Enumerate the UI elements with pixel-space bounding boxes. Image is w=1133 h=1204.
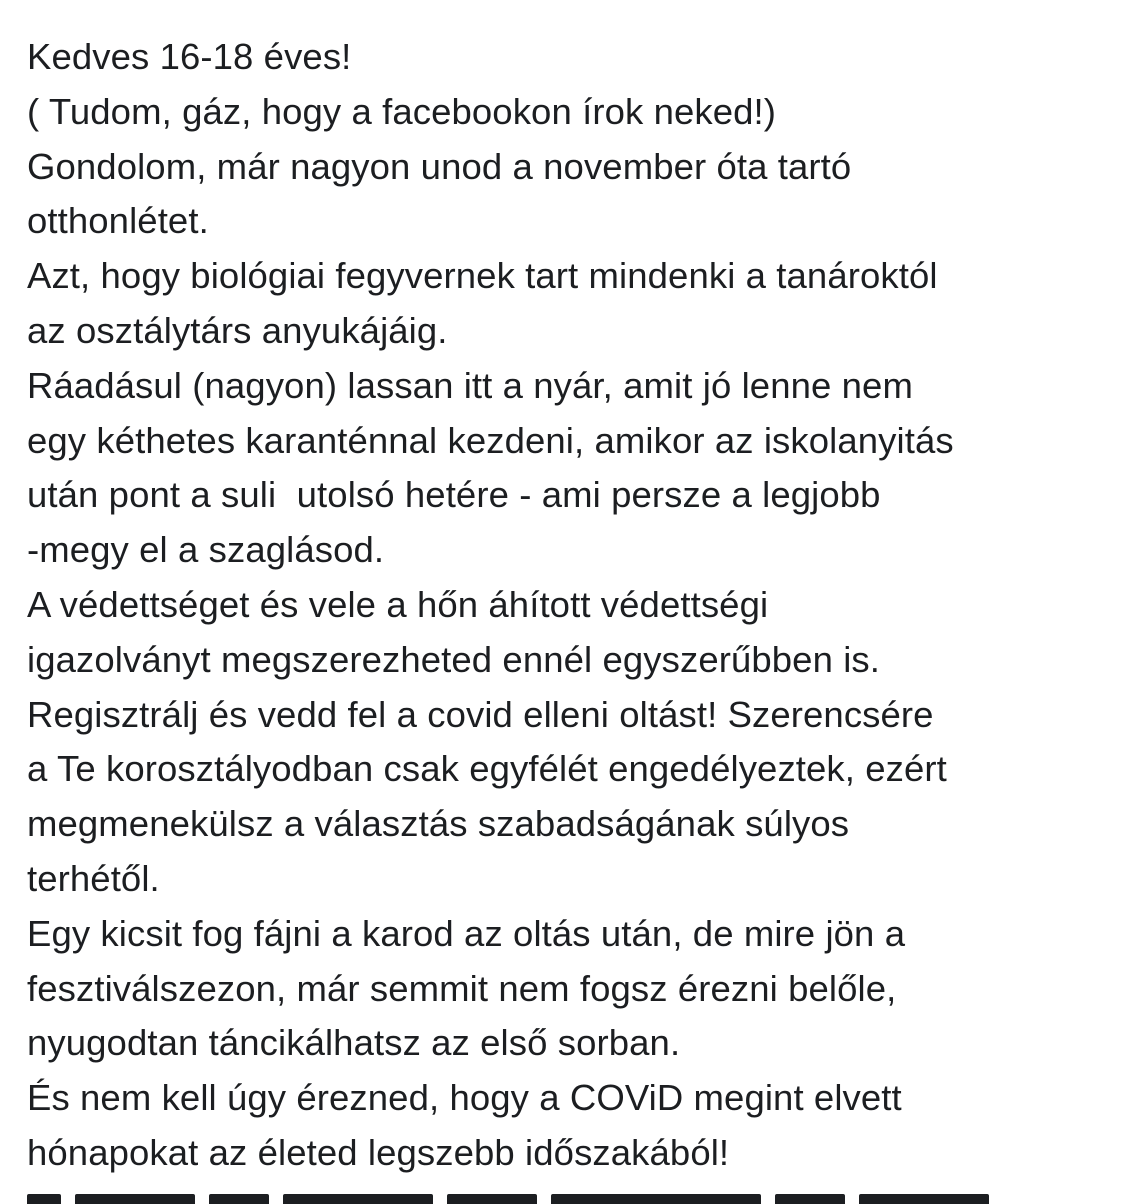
post-line: Egy kicsit fog fájni a karod az oltás után, de mire jön a bbox=[27, 912, 906, 954]
post-line: nyugodtan táncikálhatsz az első sorban. bbox=[27, 1022, 681, 1064]
post-line: -megy el a szaglásod. bbox=[27, 529, 385, 571]
post-line: után pont a suli utolsó hetére - ami persze a legjobb bbox=[27, 474, 881, 516]
post-text bbox=[27, 30, 1127, 1181]
post-line: terhétől. bbox=[27, 857, 160, 899]
post-line: Ráadásul (nagyon) lassan itt a nyár, amit jó lenne nem bbox=[27, 364, 913, 406]
post-line: otthonlétet. bbox=[27, 200, 209, 242]
post-line: megmenekülsz a választás szabadságának súlyos bbox=[27, 803, 850, 845]
post-line: egy kéthetes karanténnal kezdeni, amikor az iskolanyitás bbox=[27, 419, 954, 461]
post-line: Azt, hogy biológiai fegyvernek tart mindenki a tanároktól bbox=[27, 255, 938, 297]
post-line: A védettséget és vele a hőn áhított védettségi bbox=[27, 583, 769, 625]
post-line: És nem kell úgy érezned, hogy a COViD megint elvett bbox=[27, 1077, 902, 1119]
post-line: hónapokat az életed legszebb időszakából! bbox=[27, 1131, 730, 1173]
cropped-next-line bbox=[27, 1192, 1117, 1204]
post-line: igazolványt megszerezheted ennél egyszerűbben is. bbox=[27, 638, 881, 680]
post-line: Kedves 16-18 éves! bbox=[27, 36, 352, 77]
post-line: fesztiválszezon, már semmit nem fogsz érezni belőle, bbox=[27, 967, 897, 1009]
post-line: Gondolom, már nagyon unod a november óta tartó bbox=[27, 145, 852, 187]
post-line: Regisztrálj és vedd fel a covid elleni oltást! Szerencsére bbox=[27, 693, 934, 735]
post-line: a Te korosztályodban csak egyfélét engedélyeztek, ezért bbox=[27, 748, 947, 790]
post-line: ( Tudom, gáz, hogy a facebookon írok neked!) bbox=[27, 90, 777, 132]
post-line: az osztálytárs anyukájáig. bbox=[27, 309, 448, 351]
